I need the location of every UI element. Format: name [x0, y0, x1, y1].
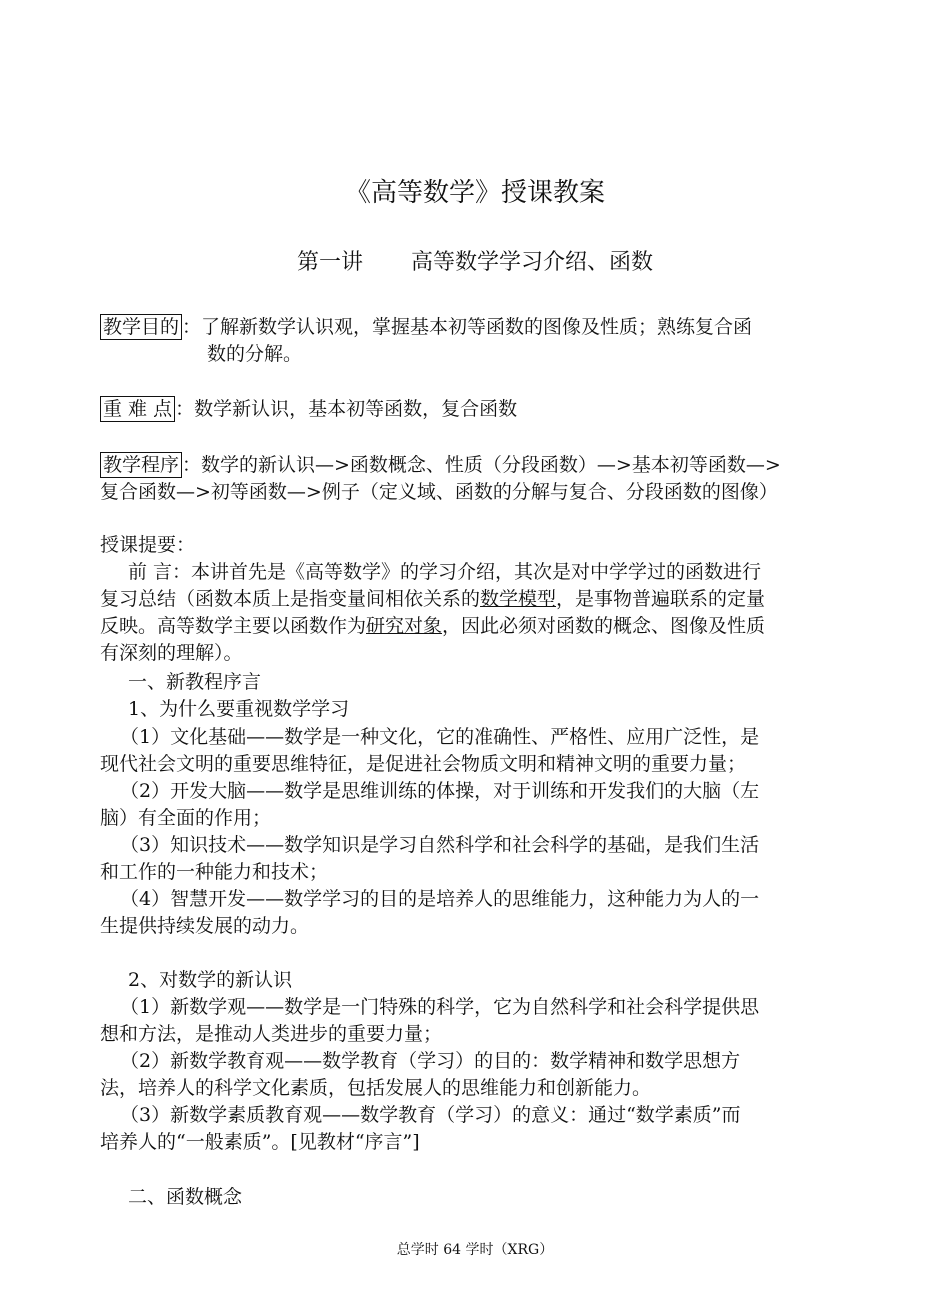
- lecture-number: 第一讲: [296, 250, 363, 275]
- point4-line2: 生提供持续发展的动力。: [100, 915, 310, 937]
- objective-text-2: 数的分解。: [207, 343, 303, 365]
- procedure-line1: [100, 452, 781, 479]
- lecture-topic: 高等数学学习介绍、函数: [411, 250, 654, 275]
- preface-line3-end: ，因此必须对函数的概念、图像及性质: [442, 615, 766, 637]
- objective-line1: [100, 314, 752, 341]
- section2-heading: 二、函数概念: [128, 1186, 243, 1208]
- view3-line2: 培养人的“一般素质”。[见教材“序言”]: [100, 1131, 420, 1153]
- objective-text-1: ：了解新数学认识观，掌握基本初等函数的图像及性质；熟练复合函: [182, 316, 753, 338]
- preface-line4: 有深刻的理解）。: [100, 642, 243, 664]
- view1-line1: （1）新数学观——数学是一门特殊的科学，它为自然科学和社会科学提供思: [120, 996, 760, 1018]
- point1-line1: （1）文化基础——数学是一种文化，它的准确性、严格性、应用广泛性，是: [120, 726, 760, 748]
- section1-sub1: 1、为什么要重视数学学习: [128, 698, 350, 720]
- view2-line1: （2）新数学教育观——数学教育（学习）的目的：数学精神和数学思想方: [120, 1050, 741, 1072]
- point4-line1: （4）智慧开发——数学学习的目的是培养人的思维能力，这种能力为人的一: [120, 888, 760, 910]
- section1-sub2: 2、对数学的新认识: [128, 969, 293, 991]
- view2-line2: 法，培养人的科学文化素质，包括发展人的思维能力和创新能力。: [100, 1077, 652, 1099]
- view3-line1: （3）新数学素质教育观——数学教育（学习）的意义：通过“数学素质”而: [120, 1104, 741, 1126]
- summary-heading: 授课提要：: [100, 534, 196, 556]
- document-title: 《高等数学》授课教案: [344, 178, 605, 208]
- procedure-label: 教学程序: [100, 452, 182, 478]
- procedure-text-2: 复合函数—>初等函数—>例子（定义域、函数的分解与复合、分段函数的图像）: [100, 481, 778, 503]
- key-points-line: [100, 396, 517, 423]
- preface-line2-start: 复习总结（函数本质上是指变量间相依关系的: [100, 588, 481, 610]
- preface-underlined-term-1: 数学模型: [480, 588, 557, 610]
- point2-line1: （2）开发大脑——数学是思维训练的体操，对于训练和开发我们的大脑（左: [120, 780, 760, 802]
- section1-heading: 一、新教程序言: [128, 671, 262, 693]
- preface-line3: [100, 613, 765, 640]
- point1-line2: 现代社会文明的重要思维特征，是促进社会物质文明和精神文明的重要力量；: [100, 753, 747, 775]
- procedure-text-1: ：数学的新认识—>函数概念、性质（分段函数）—>基本初等函数—>: [182, 454, 781, 476]
- view1-line2: 想和方法，是推动人类进步的重要力量；: [100, 1023, 443, 1045]
- preface-line2-end: ，是事物普遍联系的定量: [556, 588, 766, 610]
- key-points-label: 重 难 点: [100, 396, 175, 422]
- point2-line2: 脑）有全面的作用；: [100, 807, 272, 829]
- preface-line3-start: 反映。高等数学主要以函数作为: [100, 615, 367, 637]
- point3-line2: 和工作的一种能力和技术；: [100, 861, 329, 883]
- preface-underlined-term-2: 研究对象: [366, 615, 443, 637]
- page-footer: 总学时 64 学时（XRG）: [396, 1242, 554, 1258]
- point3-line1: （3）知识技术——数学知识是学习自然科学和社会科学的基础，是我们生活: [120, 834, 760, 856]
- preface-line2: [100, 586, 765, 613]
- preface-line1: 前 言：本讲首先是《高等数学》的学习介绍，其次是对中学学过的函数进行: [128, 561, 762, 583]
- objective-label: 教学目的: [100, 314, 182, 340]
- lecture-heading: [0, 245, 950, 276]
- key-points-text: ：数学新认识，基本初等函数，复合函数: [175, 398, 518, 420]
